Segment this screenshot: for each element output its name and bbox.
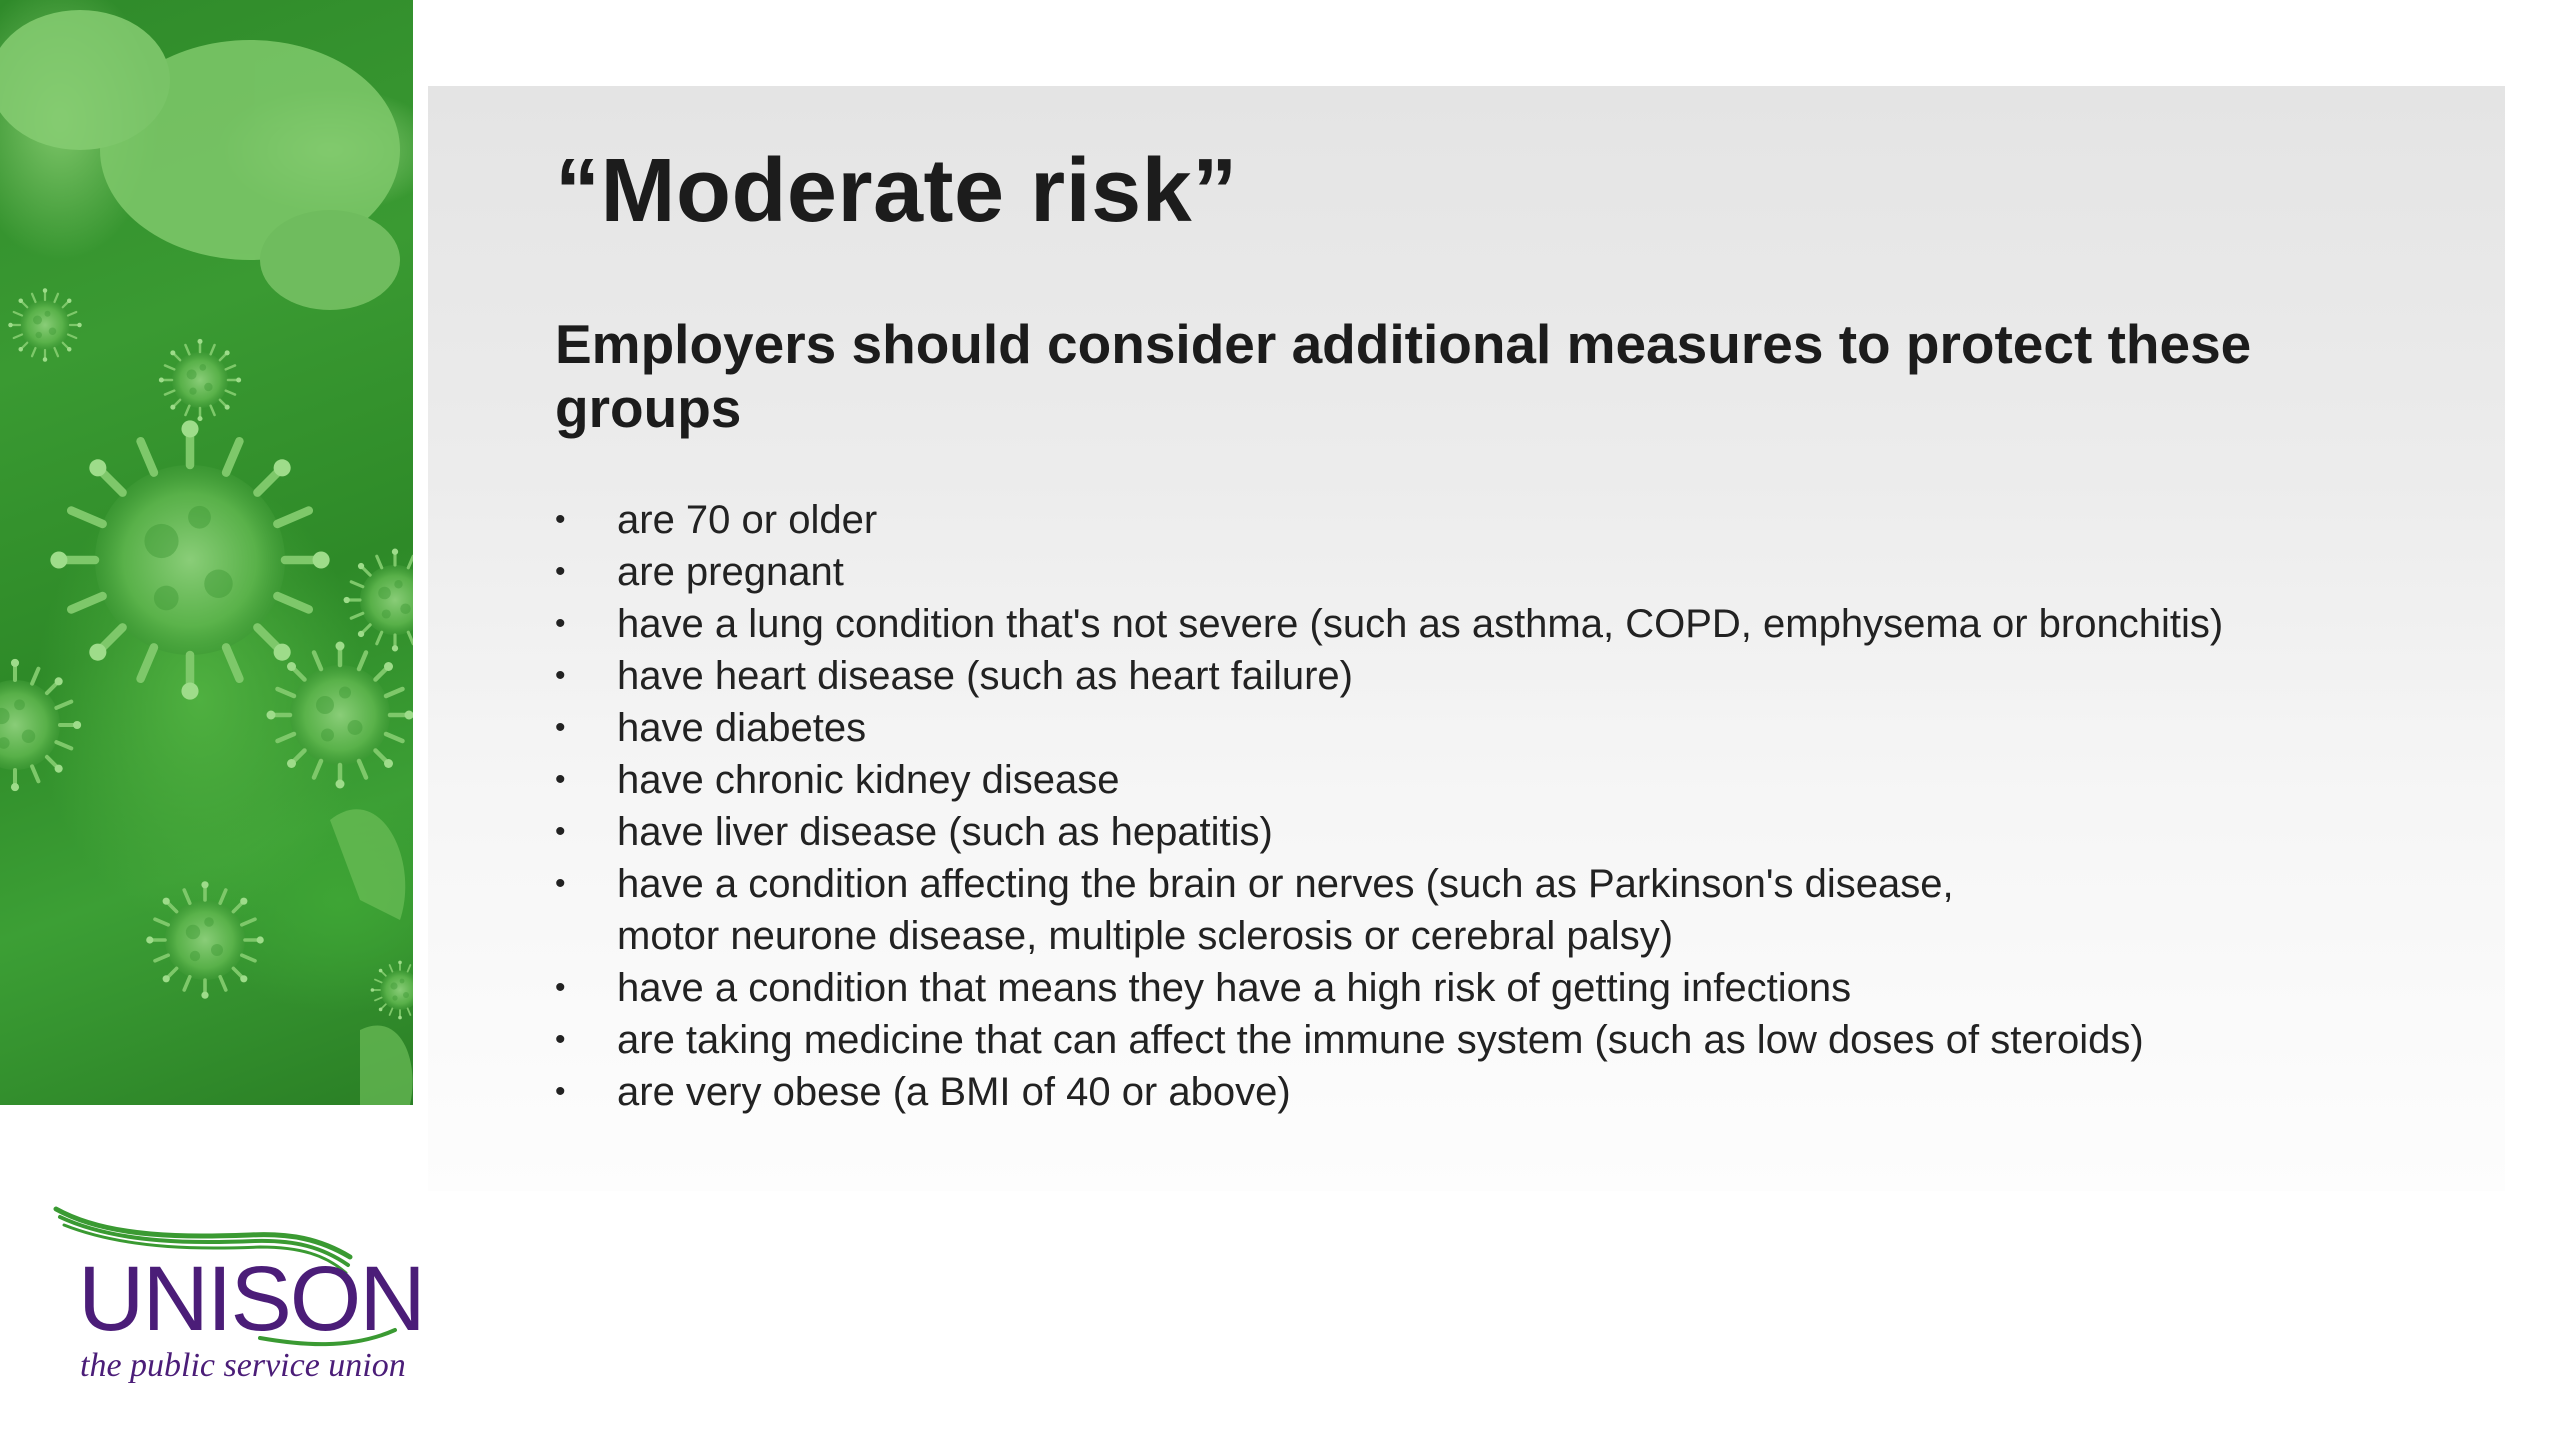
list-item-text: have a condition affecting the brain or nerves (such as Parkinson's disease, motor neurone disease, multiple sclerosis or cerebral palsy) [617, 862, 1954, 958]
bullet-icon: • [555, 659, 566, 692]
slide-subtitle: Employers should consider additional measures to protect these groups [555, 313, 2252, 439]
list-item [555, 858, 1997, 962]
list-item [555, 650, 2275, 702]
slide-title: “Moderate risk” [555, 141, 1238, 241]
list-item-text: are taking medicine that can affect the immune system (such as low doses of steroids) [617, 1018, 2144, 1062]
logo-wordmark: UNISON [78, 1248, 424, 1350]
list-item-text: have a lung condition that's not severe (such as asthma, COPD, emphysema or bronchitis) [617, 602, 2224, 646]
bullet-icon: • [555, 503, 566, 536]
virus-shapes [0, 0, 413, 1105]
list-item [555, 546, 2275, 598]
bullet-icon: • [555, 815, 566, 848]
list-item [555, 1014, 2275, 1066]
bullet-icon: • [555, 607, 566, 640]
risk-group-list [555, 494, 2275, 1118]
bullet-icon: • [555, 1023, 566, 1056]
list-item-text: are very obese (a BMI of 40 or above) [617, 1070, 1291, 1114]
list-item-text: are 70 or older [617, 498, 878, 542]
list-item [555, 598, 2275, 650]
virus-illustration-image [0, 0, 413, 1105]
list-item [555, 754, 2275, 806]
unison-logo [50, 1195, 424, 1395]
list-item [555, 806, 2275, 858]
list-item [555, 962, 2275, 1014]
list-item-text: have heart disease (such as heart failure) [617, 654, 1353, 698]
list-item-text: have chronic kidney disease [617, 758, 1120, 802]
bullet-icon: • [555, 971, 566, 1004]
list-item-text: have diabetes [617, 706, 867, 750]
list-item-text: have a condition that means they have a high risk of getting infections [617, 966, 1852, 1010]
list-item-text: are pregnant [617, 550, 844, 594]
list-item-text: have liver disease (such as hepatitis) [617, 810, 1273, 854]
bullet-icon: • [555, 763, 566, 796]
bullet-icon: • [555, 711, 566, 744]
list-item [555, 494, 2275, 546]
bullet-icon: • [555, 555, 566, 588]
list-item [555, 1066, 2275, 1118]
bullet-icon: • [555, 1075, 566, 1108]
bullet-icon: • [555, 867, 566, 900]
list-item [555, 702, 2275, 754]
logo-tagline: the public service union [80, 1347, 406, 1384]
